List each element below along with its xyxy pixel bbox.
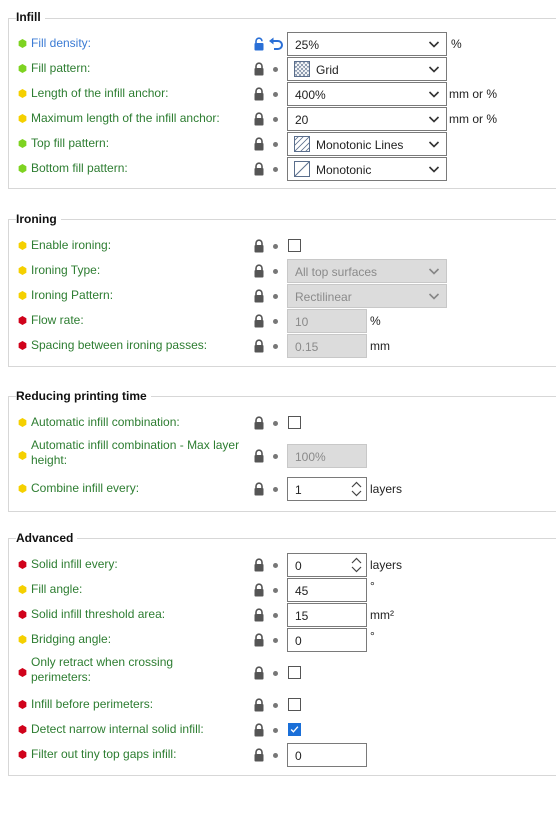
lock-icon[interactable] xyxy=(252,449,266,463)
ironing-spacing-label: Spacing between ironing passes: xyxy=(31,338,208,352)
chevron-down-icon[interactable] xyxy=(428,139,440,149)
solid-threshold-value: 15 xyxy=(295,609,309,623)
advanced-title: Advanced xyxy=(16,531,77,545)
ironing-type-row xyxy=(0,259,556,283)
dot-icon[interactable] xyxy=(273,244,278,249)
chevron-down-icon[interactable] xyxy=(428,266,440,276)
flow-rate-field[interactable] xyxy=(287,309,367,333)
solid-threshold-unit: mm² xyxy=(370,608,394,622)
lock-icon[interactable] xyxy=(252,137,266,151)
solid-every-label: Solid infill every: xyxy=(31,557,118,571)
green-bullet-icon xyxy=(18,39,27,48)
auto-combination-checkbox[interactable] xyxy=(288,416,301,429)
only-retract-label: Only retract when crossing perimeters: xyxy=(31,655,174,684)
ironing-title: Ironing xyxy=(16,212,61,226)
ironing-spacing-row xyxy=(0,334,556,358)
fill-density-row xyxy=(0,32,556,56)
red-bullet-icon xyxy=(18,560,27,569)
anchor-length-combo[interactable] xyxy=(287,82,447,106)
anchor-max-length-row xyxy=(0,107,556,131)
ironing-pattern-combo[interactable] xyxy=(287,284,447,308)
solid-every-unit: layers xyxy=(370,558,403,572)
dot-icon[interactable] xyxy=(273,269,278,274)
yellow-bullet-icon xyxy=(18,418,27,427)
filter-gaps-field[interactable] xyxy=(287,743,367,767)
anchor-length-label: Length of the infill anchor: xyxy=(31,86,169,100)
fill-angle-field[interactable] xyxy=(287,578,367,602)
dot-icon[interactable] xyxy=(273,638,278,643)
enable-ironing-checkbox[interactable] xyxy=(288,239,301,252)
dot-icon[interactable] xyxy=(273,613,278,618)
dot-icon[interactable] xyxy=(273,487,278,492)
ironing-type-combo[interactable] xyxy=(287,259,447,283)
undo-icon[interactable] xyxy=(268,36,284,52)
lines-pattern-icon xyxy=(294,136,310,152)
chevron-down-icon[interactable] xyxy=(428,164,440,174)
dot-icon[interactable] xyxy=(273,753,278,758)
spinner-arrows-icon[interactable] xyxy=(350,480,363,498)
green-bullet-icon xyxy=(18,164,27,173)
top-fill-pattern-row xyxy=(0,132,556,156)
dot-icon[interactable] xyxy=(273,344,278,349)
fill-angle-value: 45 xyxy=(295,584,309,598)
fill-pattern-row xyxy=(0,57,556,81)
anchor-length-unit: mm or % xyxy=(449,87,497,101)
solid-threshold-field[interactable] xyxy=(287,603,367,627)
infill-before-perimeters-row xyxy=(0,693,556,717)
lock-icon[interactable] xyxy=(252,339,266,353)
filter-gaps-label: Filter out tiny top gaps infill: xyxy=(31,747,177,761)
bridging-angle-row xyxy=(0,628,556,652)
flow-rate-label: Flow rate: xyxy=(31,313,84,327)
lock-icon[interactable] xyxy=(252,558,266,572)
spinner-arrows-icon[interactable] xyxy=(350,556,363,574)
anchor-length-value: 400% xyxy=(295,88,326,102)
lock-icon[interactable] xyxy=(252,633,266,647)
fill-density-label: Fill density: xyxy=(31,36,92,50)
chevron-down-icon[interactable] xyxy=(428,89,440,99)
detect-narrow-label: Detect narrow internal solid infill: xyxy=(31,722,204,736)
fill-angle-unit: ° xyxy=(370,579,375,593)
fill-density-unit: % xyxy=(451,37,462,51)
lock-icon[interactable] xyxy=(252,62,266,76)
chevron-down-icon[interactable] xyxy=(428,39,440,49)
only-retract-row xyxy=(0,655,556,685)
dot-icon[interactable] xyxy=(273,294,278,299)
fill-angle-label: Fill angle: xyxy=(31,582,83,596)
lock-icon[interactable] xyxy=(252,748,266,762)
solid-threshold-label: Solid infill threshold area: xyxy=(31,607,166,621)
bridging-angle-value: 0 xyxy=(295,634,302,648)
chevron-down-icon[interactable] xyxy=(428,114,440,124)
ironing-type-label: Ironing Type: xyxy=(31,263,101,277)
combine-every-spinner[interactable] xyxy=(287,477,367,501)
dot-icon[interactable] xyxy=(273,563,278,568)
solid-every-value: 0 xyxy=(295,559,302,573)
lock-icon[interactable] xyxy=(252,482,266,496)
ironing-pattern-label: Ironing Pattern: xyxy=(31,288,114,302)
anchor-length-row xyxy=(0,82,556,106)
detect-narrow-row xyxy=(0,718,556,742)
red-bullet-icon xyxy=(18,341,27,350)
detect-narrow-checkbox[interactable] xyxy=(288,723,301,736)
yellow-bullet-icon xyxy=(18,89,27,98)
bottom-fill-pattern-value: Monotonic xyxy=(316,163,372,177)
chevron-down-icon[interactable] xyxy=(428,291,440,301)
bottom-fill-pattern-label: Bottom fill pattern: xyxy=(31,161,128,175)
chevron-down-icon[interactable] xyxy=(428,64,440,74)
reducing-title: Reducing printing time xyxy=(16,389,151,403)
yellow-bullet-icon xyxy=(18,585,27,594)
fill-density-value: 25% xyxy=(295,38,320,52)
dot-icon[interactable] xyxy=(273,588,278,593)
auto-combination-max-label: Automatic infill combination - Max layer height: xyxy=(31,438,240,467)
red-bullet-icon xyxy=(18,750,27,759)
anchor-max-length-value: 20 xyxy=(295,113,309,127)
red-bullet-icon xyxy=(18,725,27,734)
fill-pattern-combo[interactable] xyxy=(287,57,447,81)
dot-icon[interactable] xyxy=(273,454,278,459)
auto-combination-max-field[interactable] xyxy=(287,444,367,468)
lock-icon[interactable] xyxy=(252,583,266,597)
flow-rate-value: 10 xyxy=(295,315,309,329)
top-fill-pattern-combo[interactable] xyxy=(287,132,447,156)
lock-icon[interactable] xyxy=(252,87,266,101)
combine-every-value: 1 xyxy=(295,483,302,497)
lock-icon[interactable] xyxy=(252,698,266,712)
anchor-max-length-unit: mm or % xyxy=(449,112,497,126)
bottom-fill-pattern-combo[interactable] xyxy=(287,157,447,181)
ironing-pattern-row xyxy=(0,284,556,308)
dot-icon[interactable] xyxy=(273,67,278,72)
fill-density-combo[interactable] xyxy=(287,32,447,56)
yellow-bullet-icon xyxy=(18,114,27,123)
auto-combination-max-value: 100% xyxy=(295,450,326,464)
lock-icon[interactable] xyxy=(252,239,266,253)
lock-icon[interactable] xyxy=(252,666,266,680)
filter-gaps-row xyxy=(0,743,556,767)
infill-title: Infill xyxy=(16,10,45,24)
filter-gaps-value: 0 xyxy=(295,749,302,763)
combine-every-unit: layers xyxy=(370,482,403,496)
yellow-bullet-icon xyxy=(18,484,27,493)
anchor-max-length-label: Maximum length of the infill anchor: xyxy=(31,111,220,125)
flow-rate-row xyxy=(0,309,556,333)
flow-rate-unit: % xyxy=(370,314,381,328)
bottom-fill-pattern-row xyxy=(0,157,556,181)
fill-pattern-value: Grid xyxy=(316,63,339,77)
solid-every-row xyxy=(0,553,556,577)
yellow-bullet-icon xyxy=(18,635,27,644)
ironing-spacing-unit: mm xyxy=(370,339,390,353)
only-retract-checkbox[interactable] xyxy=(288,666,301,679)
dot-icon[interactable] xyxy=(273,703,278,708)
dot-icon[interactable] xyxy=(273,92,278,97)
lock-icon[interactable] xyxy=(252,723,266,737)
dot-icon[interactable] xyxy=(273,671,278,676)
dot-icon[interactable] xyxy=(273,728,278,733)
top-fill-pattern-value: Monotonic Lines xyxy=(316,138,404,152)
auto-combination-max-row xyxy=(0,438,556,468)
red-bullet-icon xyxy=(18,700,27,709)
fill-pattern-label: Fill pattern: xyxy=(31,61,91,75)
red-bullet-icon xyxy=(18,610,27,619)
lock-icon[interactable] xyxy=(252,112,266,126)
auto-combination-label: Automatic infill combination: xyxy=(31,415,180,429)
infill-before-perimeters-checkbox[interactable] xyxy=(288,698,301,711)
solid-threshold-row xyxy=(0,603,556,627)
combine-every-label: Combine infill every: xyxy=(31,481,140,495)
dot-icon[interactable] xyxy=(273,167,278,172)
yellow-bullet-icon xyxy=(18,291,27,300)
bridging-angle-field[interactable] xyxy=(287,628,367,652)
dot-icon[interactable] xyxy=(273,117,278,122)
yellow-bullet-icon xyxy=(18,241,27,250)
yellow-bullet-icon xyxy=(18,451,27,460)
green-bullet-icon xyxy=(18,139,27,148)
enable-ironing-row xyxy=(0,234,556,258)
monotonic-pattern-icon xyxy=(294,161,310,177)
lock-icon[interactable] xyxy=(252,264,266,278)
ironing-spacing-value: 0.15 xyxy=(295,340,319,354)
auto-combination-row xyxy=(0,411,556,435)
grid-pattern-icon xyxy=(294,61,310,77)
top-fill-pattern-label: Top fill pattern: xyxy=(31,136,110,150)
dot-icon[interactable] xyxy=(273,421,278,426)
checkmark-icon xyxy=(289,724,300,735)
lock-icon[interactable] xyxy=(252,608,266,622)
lock-icon[interactable] xyxy=(252,416,266,430)
dot-icon[interactable] xyxy=(273,319,278,324)
lock-open-icon[interactable] xyxy=(252,37,266,51)
green-bullet-icon xyxy=(18,64,27,73)
bridging-angle-label: Bridging angle: xyxy=(31,632,112,646)
red-bullet-icon xyxy=(18,316,27,325)
lock-icon[interactable] xyxy=(252,162,266,176)
dot-icon[interactable] xyxy=(273,142,278,147)
solid-every-spinner[interactable] xyxy=(287,553,367,577)
infill-before-perimeters-label: Infill before perimeters: xyxy=(31,697,154,711)
fill-angle-row xyxy=(0,578,556,602)
ironing-spacing-field[interactable] xyxy=(287,334,367,358)
ironing-type-value: All top surfaces xyxy=(295,265,378,279)
combine-every-row xyxy=(0,477,556,501)
yellow-bullet-icon xyxy=(18,266,27,275)
ironing-pattern-value: Rectilinear xyxy=(295,290,352,304)
enable-ironing-label: Enable ironing: xyxy=(31,238,112,252)
lock-icon[interactable] xyxy=(252,289,266,303)
lock-icon[interactable] xyxy=(252,314,266,328)
anchor-max-length-combo[interactable] xyxy=(287,107,447,131)
bridging-angle-unit: ° xyxy=(370,629,375,643)
red-bullet-icon xyxy=(18,668,27,677)
